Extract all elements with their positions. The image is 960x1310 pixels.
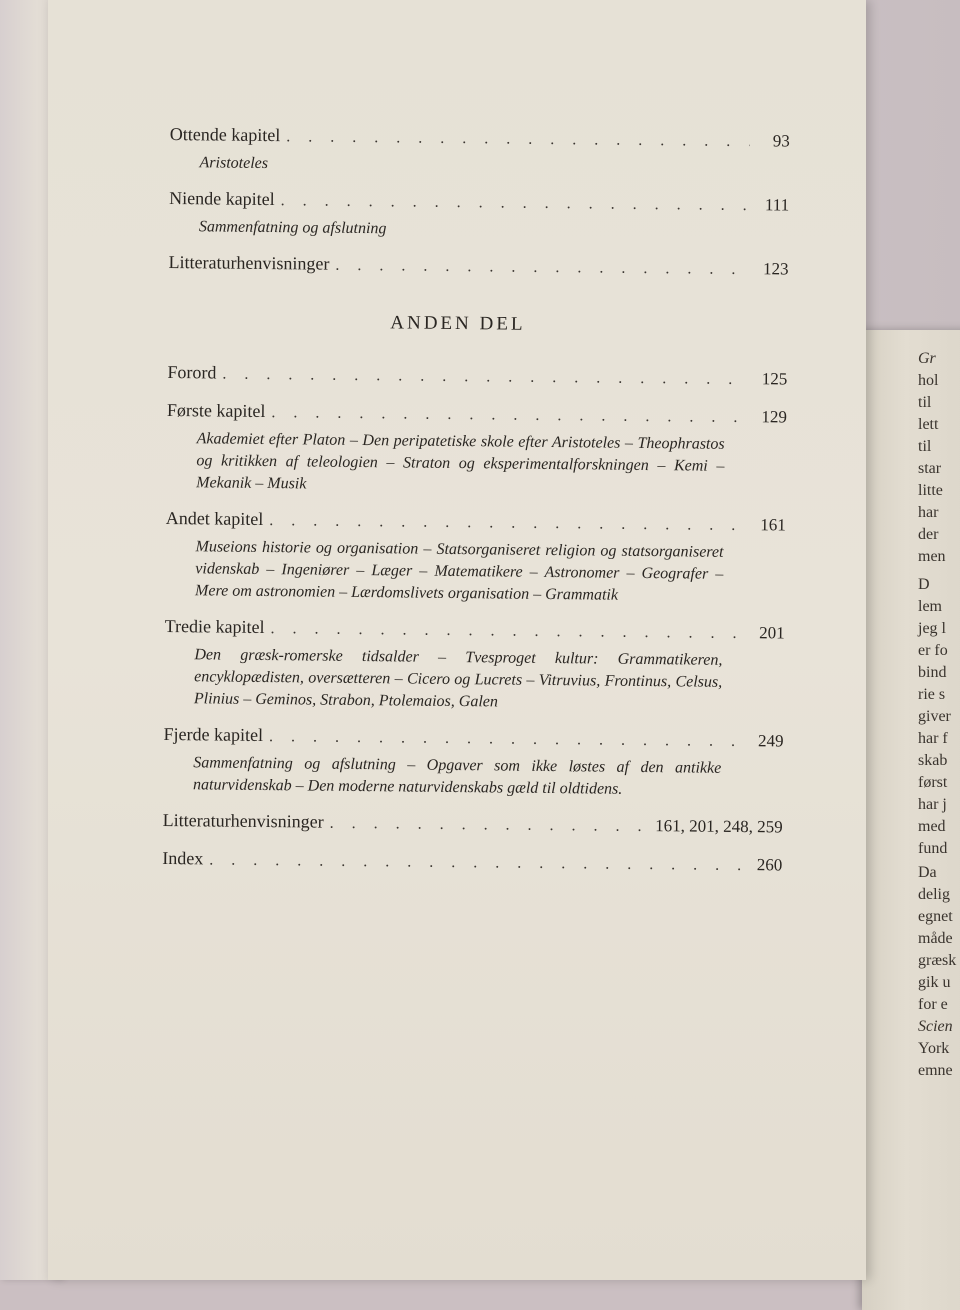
facing-page-text-fragment: lem bbox=[918, 598, 942, 615]
chapter-subtopics: Akademiet efter Platon – Den peripatetiske skole efter Aristoteles – Theophrastos og kritikken af teleologien – Straton og eksperimentalforskningen – Kemi – Mekanik – Musik bbox=[196, 430, 725, 493]
facing-page-text-fragment: har bbox=[918, 504, 939, 521]
facing-page-text-fragment: giver bbox=[918, 708, 951, 725]
toc-entry-row bbox=[163, 722, 783, 754]
facing-page-text-fragment: til bbox=[918, 394, 932, 411]
dot-leader bbox=[281, 189, 750, 218]
toc-entry bbox=[162, 846, 782, 878]
chapter-subtopics: Aristoteles bbox=[199, 154, 269, 173]
facing-page-text-fragment: er fo bbox=[918, 642, 948, 659]
facing-page-text-fragment: gik u bbox=[918, 974, 951, 991]
page-number: 249 bbox=[757, 731, 784, 751]
chapter-subtopics: Sammenfatning og afslutning – Opgaver som ikke løstes af den antikke naturvidenskab – Den moderne naturvidenskabs gæld til oldtidens. bbox=[192, 754, 722, 798]
toc-entry-row bbox=[165, 614, 785, 646]
dot-leader bbox=[269, 725, 744, 754]
page-number: 260 bbox=[756, 855, 783, 875]
facing-page-text-fragment: Gr bbox=[918, 350, 936, 367]
facing-page-text-fragment: emne bbox=[918, 1062, 953, 1079]
facing-page-text-fragment: hol bbox=[918, 372, 939, 389]
toc-entry bbox=[169, 122, 790, 180]
toc-entry bbox=[169, 186, 790, 244]
dot-leader bbox=[286, 125, 750, 154]
facing-page-text-fragment: for e bbox=[918, 996, 948, 1013]
table-of-contents bbox=[162, 122, 790, 890]
facing-page-text-fragment: måde bbox=[918, 930, 953, 947]
facing-page-text-fragment: York bbox=[918, 1040, 950, 1057]
facing-page-text-fragment: rie s bbox=[918, 686, 946, 703]
facing-page-text-fragment: Scien bbox=[918, 1018, 953, 1035]
toc-entry bbox=[168, 250, 788, 282]
facing-page-text-fragment: egnet bbox=[918, 908, 953, 925]
facing-page-text-fragment: bind bbox=[918, 664, 947, 681]
chapter-title: Tredie kapitel bbox=[164, 615, 265, 638]
chapter-title: Første kapitel bbox=[166, 399, 266, 422]
dot-leader bbox=[329, 812, 647, 839]
toc-entry bbox=[165, 506, 786, 608]
page-number: 93 bbox=[772, 131, 790, 151]
facing-page-text-fragment: men bbox=[918, 548, 946, 565]
facing-page-text-fragment: lett bbox=[918, 416, 939, 433]
toc-entry-row bbox=[166, 506, 786, 538]
dot-leader bbox=[271, 401, 747, 430]
chapter-subtopics: Sammenfatning og afslutning bbox=[198, 218, 387, 238]
facing-page-text-fragment: jeg l bbox=[918, 620, 946, 637]
facing-page-text-fragment: græsk bbox=[918, 952, 957, 969]
toc-entry-row bbox=[169, 186, 789, 218]
chapter-title: Litteraturhenvisninger bbox=[162, 809, 324, 832]
chapter-title: Fjerde kapitel bbox=[163, 723, 264, 746]
toc-entry-row bbox=[162, 846, 782, 878]
chapter-title: Andet kapitel bbox=[165, 507, 264, 529]
page-number: 111 bbox=[764, 195, 790, 215]
toc-entry-row bbox=[163, 808, 783, 840]
facing-page-text-fragment: litte bbox=[918, 482, 943, 499]
toc-entry-row bbox=[170, 122, 790, 154]
toc-entry bbox=[166, 398, 787, 500]
toc-part-one bbox=[168, 122, 790, 282]
dot-leader bbox=[270, 617, 744, 646]
facing-page-text-fragment: fund bbox=[918, 840, 948, 857]
toc-entry bbox=[164, 614, 785, 716]
facing-page bbox=[862, 330, 960, 1310]
facing-page-text-fragment: Da bbox=[918, 864, 937, 881]
dot-leader bbox=[269, 509, 746, 538]
chapter-title: Litteraturhenvisninger bbox=[168, 251, 330, 274]
facing-page-text-fragment: der bbox=[918, 526, 939, 543]
toc-entry-row bbox=[168, 250, 788, 282]
dot-leader bbox=[335, 254, 748, 282]
chapter-title: Ottende kapitel bbox=[169, 123, 281, 146]
toc-entry-row bbox=[167, 360, 787, 392]
page-number: 125 bbox=[761, 369, 788, 389]
chapter-title: Index bbox=[162, 847, 204, 869]
chapter-title: Niende kapitel bbox=[169, 187, 275, 210]
facing-page-text-fragment: delig bbox=[918, 886, 950, 903]
page-number: 123 bbox=[762, 259, 789, 279]
chapter-subtopics: Den græsk-romerske tidsalder – Tvesproget kultur: Grammatikeren, encyklopædisten, oversætteren – Cicero og Lucrets – Vitruvius, Frontinus, Celsus, Plinius – Geminos, Strabon, Ptolemaios, Galen bbox=[193, 646, 723, 711]
facing-page-text-fragment: star bbox=[918, 460, 942, 477]
facing-page-text-fragment: først bbox=[918, 774, 948, 791]
facing-page-text-fragment: D bbox=[918, 576, 930, 593]
facing-page-text-fragment: til bbox=[918, 438, 932, 455]
toc-part-two bbox=[162, 360, 787, 878]
chapter-title: Forord bbox=[167, 361, 217, 383]
toc-entry-row bbox=[167, 398, 787, 430]
toc-entry bbox=[163, 722, 784, 802]
dot-leader bbox=[222, 363, 747, 392]
facing-page-text-fragment: har j bbox=[918, 796, 947, 813]
facing-page-text-fragment: med bbox=[918, 818, 946, 835]
page-number: 129 bbox=[761, 407, 788, 427]
dot-leader bbox=[209, 848, 742, 878]
chapter-subtopics: Museions historie og organisation – Statsorganiseret religion og statsorganiseret videnskab – Ingeniører – Læger – Matematikere – Astronomer – Geografer – Mere om astronomien – Lærdomslivets organisation – Grammatik bbox=[195, 538, 724, 604]
facing-page-text-fragment: skab bbox=[918, 752, 948, 769]
facing-page-text-fragment: har f bbox=[918, 730, 948, 747]
section-heading: ANDEN DEL bbox=[390, 312, 526, 335]
page-number: 201 bbox=[759, 623, 785, 643]
toc-entry bbox=[163, 808, 783, 840]
page-number: 161 bbox=[760, 515, 786, 535]
page-number: 161, 201, 248, 259 bbox=[655, 816, 783, 837]
toc-entry bbox=[167, 360, 787, 392]
